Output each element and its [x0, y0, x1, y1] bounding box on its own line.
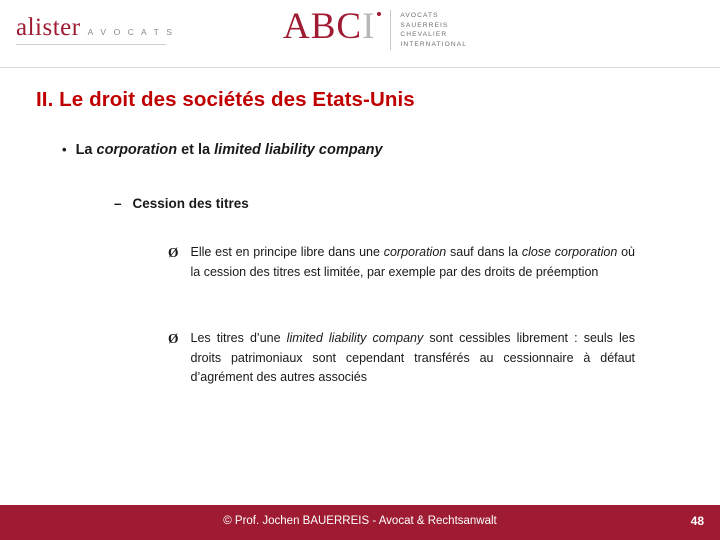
abci-logo	[283, 8, 467, 50]
dash-icon: –	[114, 196, 122, 211]
level1-middle: et la	[177, 142, 215, 158]
level1-italic-2: limited liability company	[214, 142, 383, 158]
bullet-level3-item-2	[168, 329, 635, 388]
slide-header	[0, 0, 720, 68]
abci-logo-divider	[390, 10, 391, 50]
bullet-level1-text	[76, 141, 383, 159]
alister-logo-subtitle: A V O C A T S	[87, 27, 175, 37]
abci-logo-word-3: CHEVALIER	[400, 31, 448, 39]
bullet-icon: •	[62, 142, 67, 157]
abci-logo-word-1: AVOCATS	[400, 12, 439, 19]
paragraph-2-text: Les titres d’une limited liability company sont cessibles librement : seuls les droits patrimoniaux sont cependant transférés au cessionnaire à défaut d’agrément des autres associés	[190, 331, 635, 384]
abci-logo-word-4: INTERNATIONAL	[400, 40, 467, 48]
page-title: II. Le droit des sociétés des Etats-Unis	[36, 88, 415, 111]
abci-logo-i: I	[362, 6, 376, 47]
arrow-bullet-icon: Ø	[168, 245, 179, 260]
footer-credit: © Prof. Jochen BAUERREIS - Avocat & Rechtsanwalt	[223, 515, 497, 527]
header-divider	[0, 67, 720, 68]
abci-logo-dot-icon	[377, 12, 381, 16]
level1-prefix: La	[75, 142, 97, 158]
abci-logo-words	[400, 8, 467, 49]
level1-italic-1: corporation	[96, 142, 178, 158]
alister-logo-name: alister	[16, 14, 81, 41]
alister-logo-rule	[16, 44, 166, 45]
abci-logo-abc: ABC	[283, 6, 363, 47]
arrow-bullet-icon: Ø	[168, 331, 179, 346]
slide-number: 48	[690, 514, 704, 528]
bullet-level3-item-1	[168, 243, 635, 282]
slide-footer	[0, 505, 720, 540]
abci-logo-word-2: SAUERREIS	[400, 21, 449, 29]
bullet-level2	[114, 196, 674, 211]
paragraph-1-text: Elle est en principe libre dans une corporation sauf dans la close corporation où la cession des titres est limitée, par exemple par des droits de préemption	[190, 245, 635, 279]
bullet-level1	[62, 141, 682, 159]
bullet-level2-text: Cession des titres	[132, 196, 249, 211]
alister-logo	[16, 14, 174, 42]
